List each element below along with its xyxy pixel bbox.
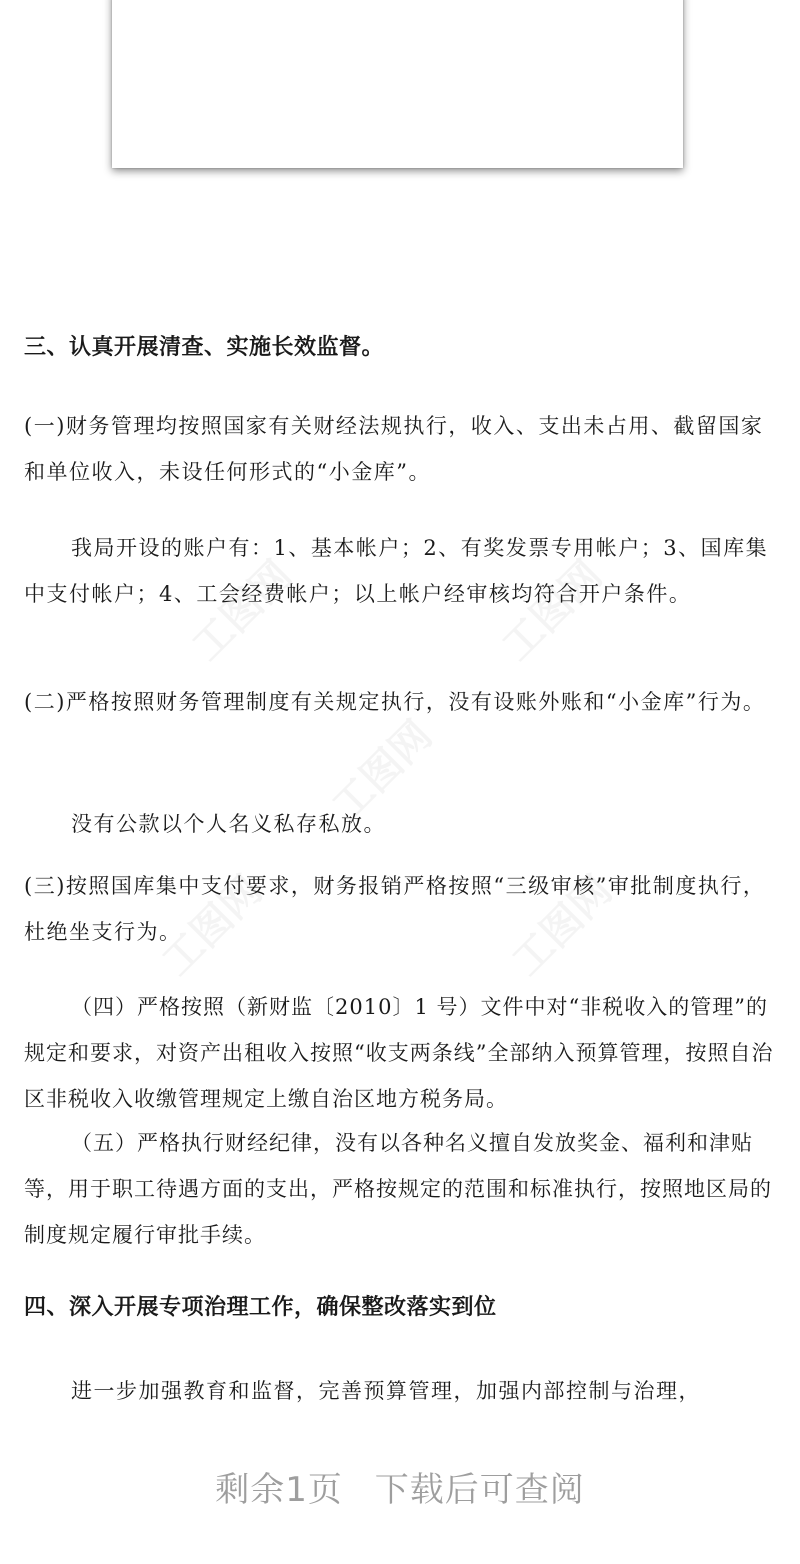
watermark: 工图网 (323, 712, 442, 830)
paragraph-7: （五）严格执行财经纪律，没有以各种名义擅自发放奖金、福利和津贴等，用于职工待遇方面的支出，严格按规定的范围和标准执行，按照地区局的制度规定履行审批手续。 (24, 1131, 772, 1247)
paragraph-8: 进一步加强教育和监督，完善预算管理，加强内部控制与治理， (71, 1379, 701, 1403)
watermark: 工图网 (503, 867, 622, 985)
remaining-pages-text: 剩余1页 (215, 1470, 343, 1510)
read-more-prompt[interactable] (0, 1462, 800, 1511)
watermark: 工图网 (183, 552, 302, 670)
paragraph-4: 没有公款以个人名义私存私放。 (71, 812, 386, 836)
download-hint-text: 下载后可查阅 (374, 1470, 585, 1510)
paragraph-5: (三)按照国库集中支付要求，财务报销严格按照“三级审核”审批制度执行，杜绝坐支行为。 (24, 874, 766, 944)
paragraph-2: 我局开设的账户有：1、基本帐户；2、有奖发票专用帐户；3、国库集中支付帐户；4、工会经费帐户；以上帐户经审核均符合开户条件。 (24, 536, 769, 606)
watermark: 工图网 (493, 552, 612, 670)
previous-page-preview (112, 0, 683, 168)
paragraph-6: （四）严格按照（新财监〔2010〕1 号）文件中对“非税收入的管理”的规定和要求，对资产出租收入按照“收支两条线”全部纳入预算管理，按照自治区非税收入收缴管理规定上缴自治区地方税务局。 (24, 995, 774, 1111)
paragraph-1: (一)财务管理均按照国家有关财经法规执行，收入、支出未占用、截留国家和单位收入，未设任何形式的“小金库”。 (24, 414, 764, 484)
watermark: 工图网 (153, 867, 272, 985)
section-heading-3: 三、认真开展清查、实施长效监督。 (24, 335, 385, 360)
paragraph-3: (二)严格按照财务管理制度有关规定执行，没有设账外账和“小金库”行为。 (24, 690, 766, 714)
section-heading-4: 四、深入开展专项治理工作，确保整改落实到位 (24, 1295, 497, 1320)
